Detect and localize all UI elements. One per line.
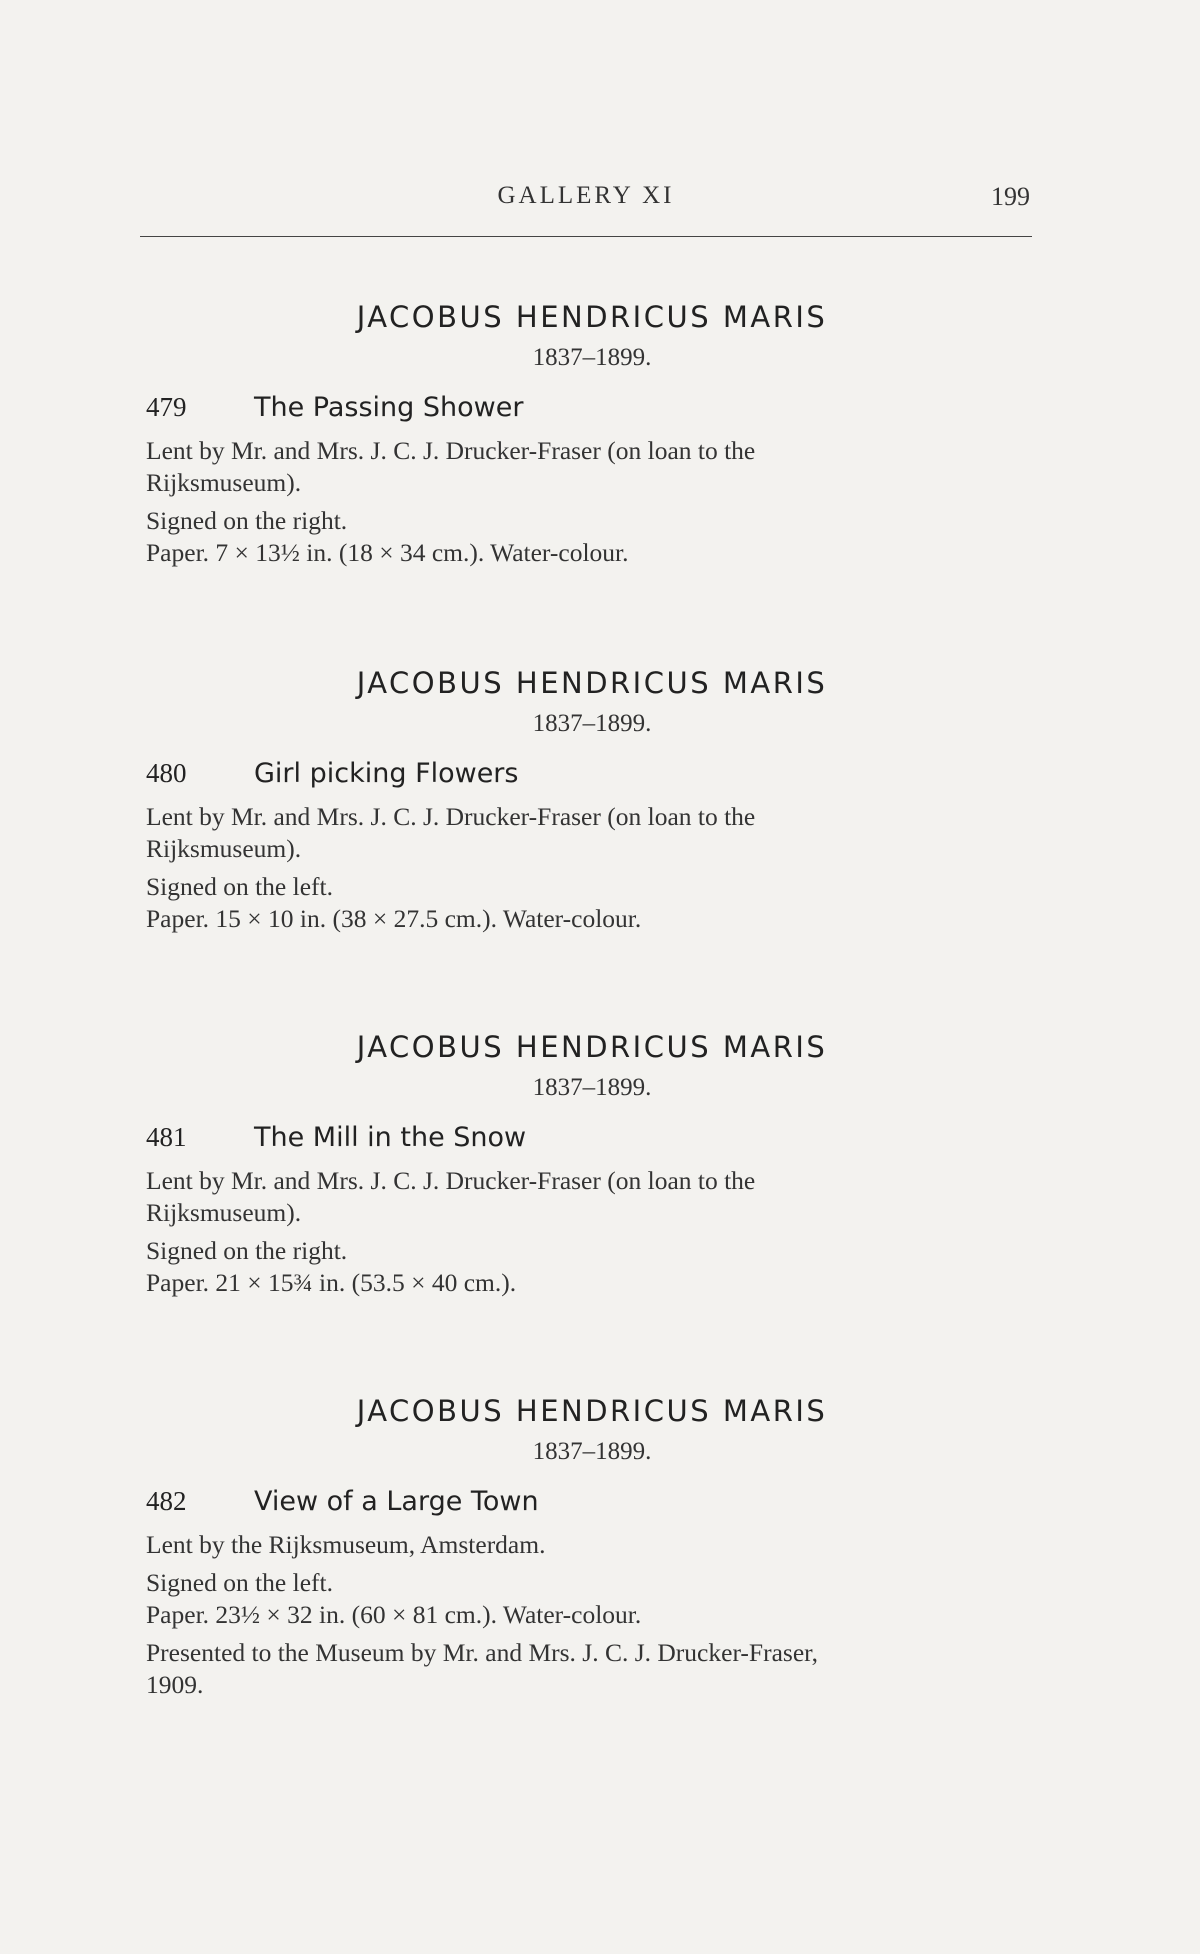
signature-note: Signed on the left.	[146, 1568, 333, 1597]
catalogue-entry-482	[146, 1394, 1038, 1701]
catalogue-number: 479	[146, 392, 187, 422]
signature-note: Signed on the right.	[146, 1236, 348, 1265]
catalogue-number: 481	[146, 1122, 187, 1152]
work-title: Girl picking Flowers	[254, 758, 519, 789]
artist-dates: 1837–1899.	[532, 1074, 652, 1101]
artist-name: JACOBUS HENDRICUS MARIS	[356, 1394, 828, 1428]
catalogue-entry-481	[146, 1030, 1038, 1299]
provenance-note: Presented to the Museum by Mr. and Mrs. J. C. J. Drucker-Fraser,	[146, 1638, 818, 1667]
lent-by-continued: Rijksmuseum).	[146, 834, 302, 863]
work-title: View of a Large Town	[254, 1486, 539, 1517]
lent-by-continued: Rijksmuseum).	[146, 468, 302, 497]
medium-dimensions: Paper. 21 × 15¾ in. (53.5 × 40 cm.).	[146, 1268, 517, 1297]
work-heading	[146, 758, 1038, 789]
artist-dates: 1837–1899.	[532, 1438, 652, 1465]
artist-name: JACOBUS HENDRICUS MARIS	[356, 666, 828, 700]
artist-dates: 1837–1899.	[532, 710, 652, 737]
header-rule	[140, 236, 1032, 237]
medium-dimensions: Paper. 23½ × 32 in. (60 × 81 cm.). Water-colour.	[146, 1600, 642, 1629]
lent-by: Lent by Mr. and Mrs. J. C. J. Drucker-Fraser (on loan to the	[146, 1166, 756, 1195]
signature-note: Signed on the right.	[146, 506, 348, 535]
work-heading	[146, 1486, 1038, 1517]
lent-by: Lent by Mr. and Mrs. J. C. J. Drucker-Fraser (on loan to the	[146, 436, 756, 465]
catalogue-entry-479	[146, 300, 1038, 569]
catalogue-number: 480	[146, 758, 187, 788]
provenance-note-continued: 1909.	[146, 1670, 204, 1699]
artist-name: JACOBUS HENDRICUS MARIS	[356, 300, 828, 334]
running-head	[140, 182, 1032, 222]
catalogue-entry-480	[146, 666, 1038, 935]
running-title: GALLERY XI	[497, 182, 675, 209]
lent-by: Lent by the Rijksmuseum, Amsterdam.	[146, 1530, 546, 1559]
signature-note: Signed on the left.	[146, 872, 333, 901]
work-heading	[146, 392, 1038, 423]
catalogue-number: 482	[146, 1486, 187, 1516]
artist-dates: 1837–1899.	[532, 344, 652, 371]
medium-dimensions: Paper. 15 × 10 in. (38 × 27.5 cm.). Water-colour.	[146, 904, 642, 933]
artist-name: JACOBUS HENDRICUS MARIS	[356, 1030, 828, 1064]
lent-by-continued: Rijksmuseum).	[146, 1198, 302, 1227]
work-heading	[146, 1122, 1038, 1153]
lent-by: Lent by Mr. and Mrs. J. C. J. Drucker-Fraser (on loan to the	[146, 802, 756, 831]
page-number: 199	[991, 182, 1030, 211]
medium-dimensions: Paper. 7 × 13½ in. (18 × 34 cm.). Water-colour.	[146, 538, 629, 567]
work-title: The Passing Shower	[254, 392, 524, 423]
work-title: The Mill in the Snow	[254, 1122, 527, 1153]
